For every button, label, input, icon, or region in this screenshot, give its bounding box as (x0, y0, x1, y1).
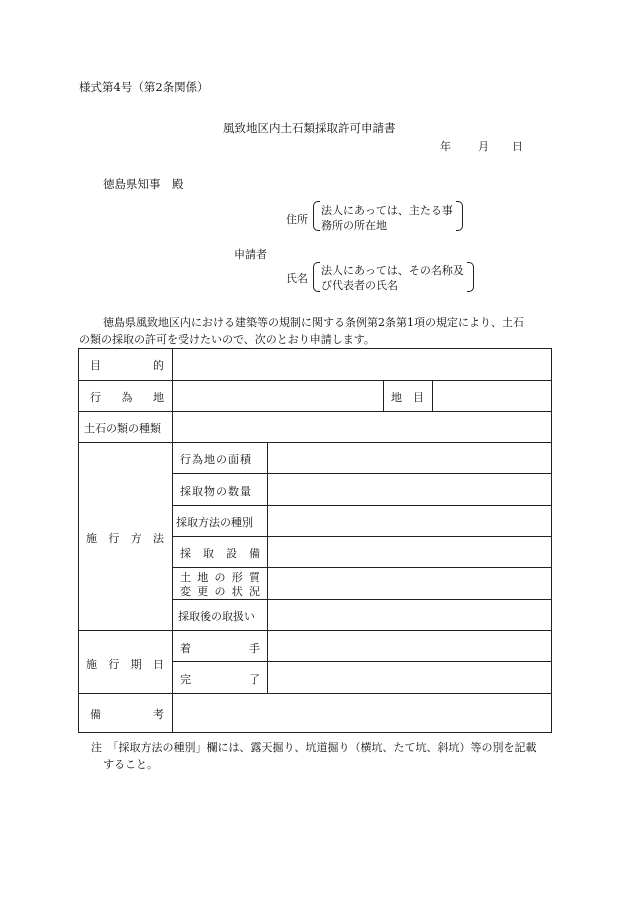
land-change-label-1: 土 地 の 形 質 (180, 571, 260, 584)
name-bracket-left (313, 262, 320, 292)
address-note-2: 務所の所在地 (321, 219, 387, 232)
applicant-label: 申請者 (234, 248, 267, 261)
note-line-1: 注 「採取方法の種別」欄には、露天掘り、坑道掘り（横坑、たて坑、斜坑）等の別を記載 (91, 741, 537, 754)
site-label: 行 為 地 (90, 391, 164, 404)
remarks-label: 備 考 (90, 708, 164, 721)
addressee: 徳島県知事 殿 (103, 177, 184, 191)
address-label: 住所 (286, 213, 308, 226)
equipment-label: 採 取 設 備 (180, 547, 260, 560)
name-bracket-right (467, 262, 474, 292)
date-month: 月 (478, 140, 489, 153)
start-label: 着 手 (180, 642, 260, 655)
purpose-label: 目 的 (90, 359, 164, 372)
disposal-label: 採取後の取扱い (178, 610, 255, 623)
page-title: 風致地区内土石類採取許可申請書 (223, 121, 396, 135)
address-bracket-left (313, 201, 320, 231)
address-note-1: 法人にあっては、主たる事 (321, 204, 453, 217)
note-line-2: すること。 (103, 758, 158, 771)
quantity-label: 採取物の数量 (180, 485, 252, 498)
form-number: 様式第4号（第2条関係） (79, 80, 209, 94)
date-year: 年 (440, 140, 451, 153)
name-label: 氏名 (286, 272, 308, 285)
address-bracket-right (456, 201, 463, 231)
body-line-1: 徳島県風致地区内における建築等の規制に関する条例第2条第1項の規定により、土石 (103, 316, 524, 329)
land-category-label: 地 目 (391, 391, 424, 404)
area-label: 行為地の面積 (180, 453, 252, 466)
extraction-type-label: 採取方法の種別 (176, 516, 253, 529)
body-line-2: の類の採取の許可を受けたいので、次のとおり申請します。 (79, 333, 375, 346)
land-change-label-2: 変 更 の 状 況 (180, 585, 260, 598)
name-note-2: び代表者の氏名 (321, 279, 398, 292)
name-note-1: 法人にあっては、その名称及 (321, 264, 464, 277)
finish-label: 完 了 (180, 673, 260, 686)
date-day: 日 (512, 140, 523, 153)
stone-type-label: 土石の類の種類 (84, 422, 161, 435)
period-label: 施 行 期 日 (86, 658, 164, 671)
method-label: 施 行 方 法 (86, 532, 164, 545)
